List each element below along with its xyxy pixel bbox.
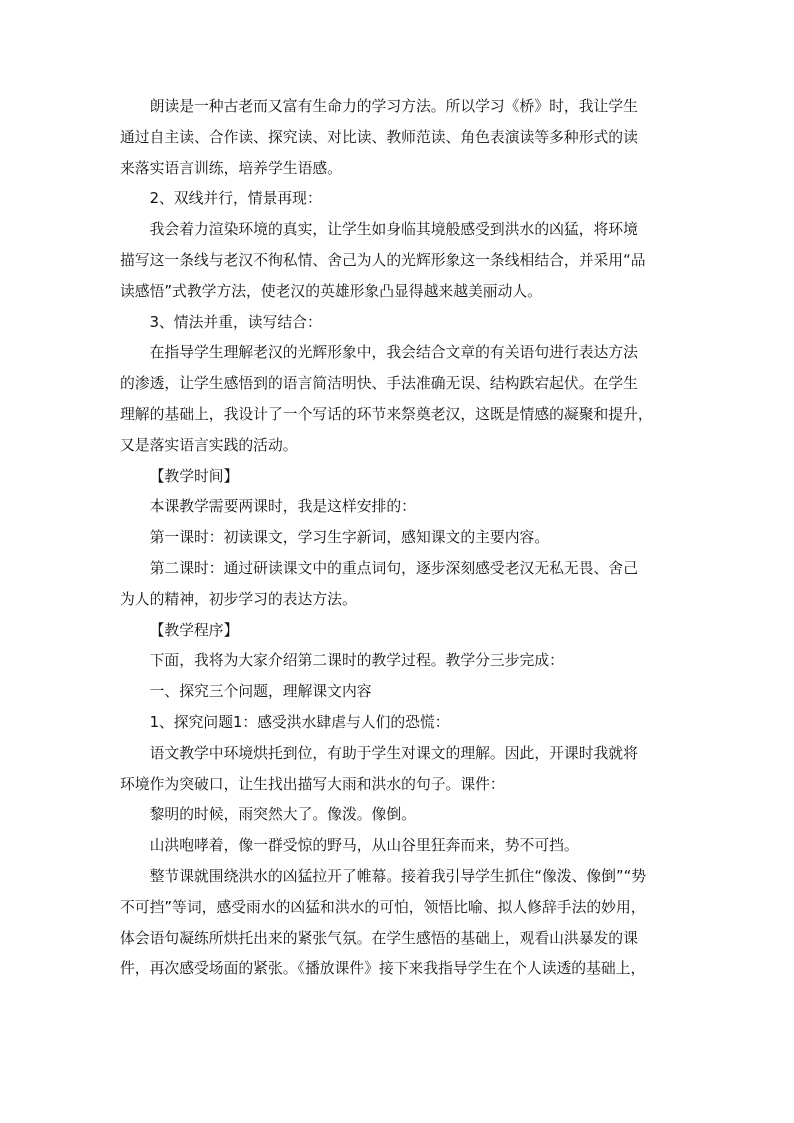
section-heading: 【教学程序】 <box>149 621 239 639</box>
quote-line: 黎明的时候，雨突然大了。像泼。像倒。 <box>149 806 416 824</box>
paragraph-line: 第一课时：初读课文，学习生字新词，感知课文的主要内容。 <box>149 529 550 547</box>
paragraph-line: 本课教学需要两课时，我是这样安排的： <box>149 498 416 516</box>
paragraph-line: 环境作为突破口，让生找出描写大雨和洪水的句子。课件： <box>120 775 505 793</box>
paragraph-line: 件，再次感受场面的紧张。《播放课件》接下来我指导学生在个人读透的基础上， <box>120 960 646 978</box>
paragraph-line: 描写这一条线与老汉不徇私情、舍己为人的光辉形象这一条线相结合，并采用“品 <box>120 251 646 269</box>
paragraph-line: 通过自主读、合作读、探究读、对比读、教师范读、角色表演读等多种形式的读 <box>120 128 638 146</box>
paragraph-line: 在指导学生理解老汉的光辉形象中，我会结合文章的有关语句进行表达方法 <box>149 344 638 362</box>
paragraph-line: 为人的精神，初步学习的表达方法。 <box>120 590 357 608</box>
paragraph-line: 又是落实语言实践的活动。 <box>120 436 298 454</box>
document-body <box>120 92 680 985</box>
paragraph-line: 朗读是一种古老而又富有生命力的学习方法。所以学习《桥》时，我让学生 <box>149 98 638 115</box>
section-heading: 一、探究三个问题，理解课文内容 <box>149 683 372 701</box>
paragraph-line: 的渗透，让学生感悟到的语言简洁明快、手法准确无误、结构跌宕起伏。在学生 <box>120 375 638 393</box>
paragraph-line: 语文教学中环境烘托到位，有助于学生对课文的理解。因此，开课时我就将 <box>149 744 638 762</box>
quote-line: 山洪咆哮着，像一群受惊的野马，从山谷里狂奔而来，势不可挡。 <box>149 837 579 855</box>
paragraph-line: 不可挡”等词，感受雨水的凶猛和洪水的可怕，领悟比喻、拟人修辞手法的妙用， <box>120 898 646 916</box>
section-heading: 3、情法并重，读写结合： <box>149 313 322 331</box>
paragraph-line: 理解的基础上，我设计了一个写话的环节来祭奠老汉，这既是情感的凝聚和提升， <box>120 405 653 423</box>
paragraph-line: 我会着力渲染环境的真实，让学生如身临其境般感受到洪水的凶猛，将环境 <box>149 221 638 239</box>
paragraph-line: 第二课时：通过研读课文中的重点词句，逐步深刻感受老汉无私无畏、舍己 <box>149 559 638 577</box>
paragraph-line: 来落实语言训练，培养学生语感。 <box>120 159 342 177</box>
paragraph-line: 下面，我将为大家介绍第二课时的教学过程。教学分三步完成： <box>149 652 564 670</box>
section-heading: 1、探究问题1：感受洪水肆虐与人们的恐慌： <box>149 713 450 731</box>
section-heading: 【教学时间】 <box>149 467 239 485</box>
paragraph-line: 读感悟”式教学方法，使老汉的英雄形象凸显得越来越美丽动人。 <box>120 282 542 300</box>
paragraph-line: 体会语句凝练所烘托出来的紧张气氛。在学生感悟的基础上，观看山洪暴发的课 <box>120 929 638 947</box>
section-heading: 2、双线并行，情景再现： <box>149 190 322 208</box>
paragraph-line: 整节课就围绕洪水的凶猛拉开了帷幕。接着我引导学生抓住“像泼、像倒”“势 <box>149 867 647 885</box>
